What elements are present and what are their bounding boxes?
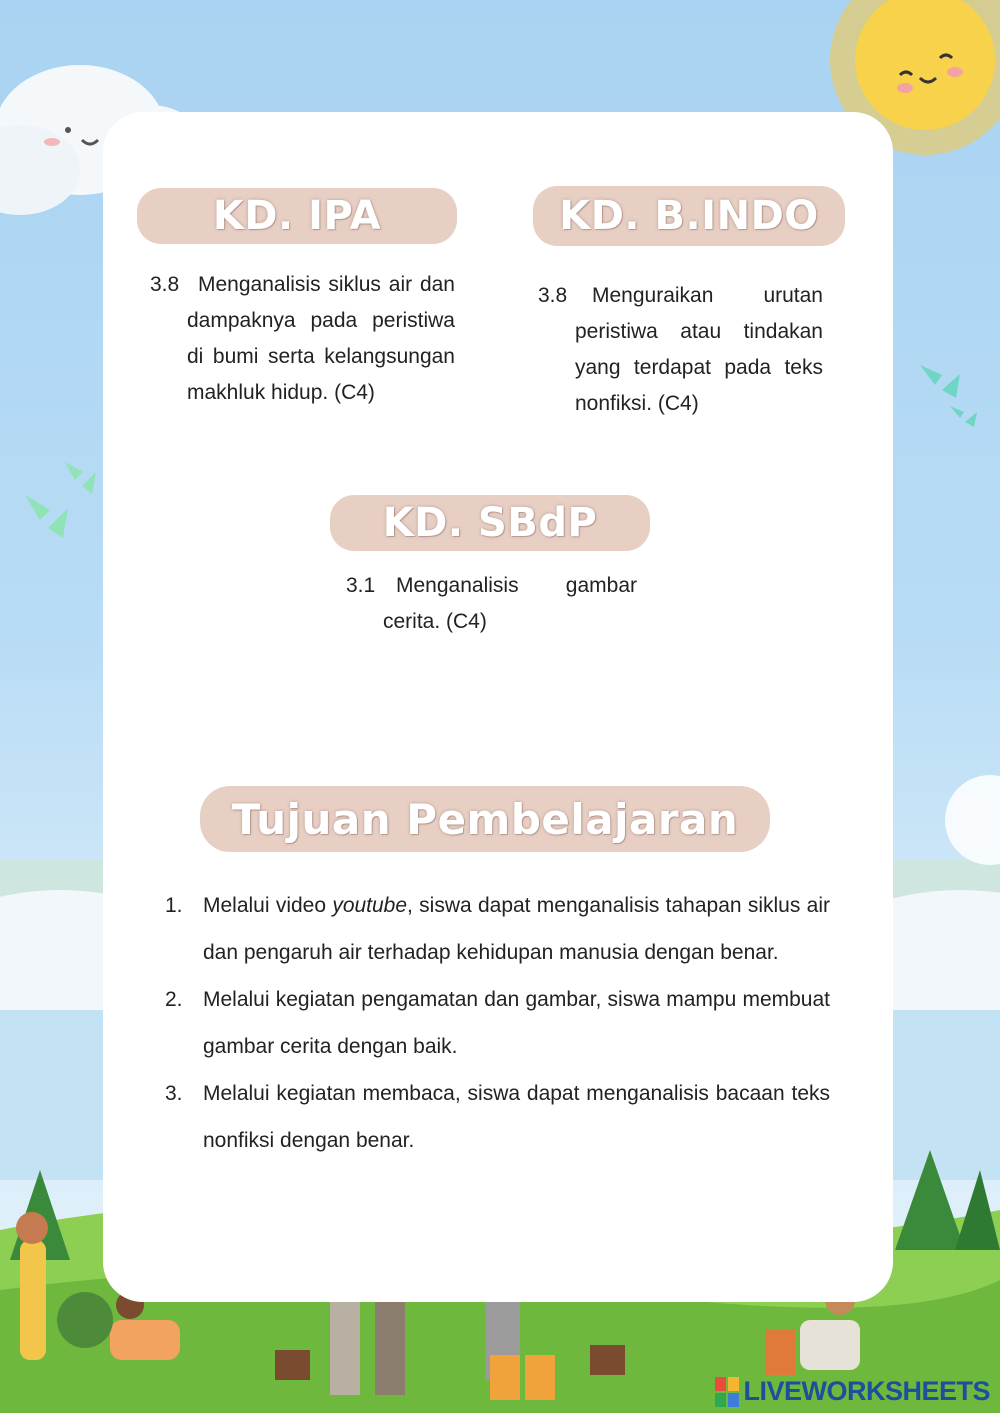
- goal-text: , siswa dapat menganalisis tahapan siklus air dan pengaruh air terhadap kehidupan manusia dengan benar.: [203, 894, 830, 964]
- kd-bindo-heading: [533, 186, 845, 246]
- goal-number: 2.: [165, 988, 183, 1011]
- goal-number: 3.: [165, 1082, 183, 1105]
- kd-sbdp-description: [346, 568, 637, 640]
- kd-ipa-heading: [137, 188, 457, 244]
- goal-text-emphasis: youtube: [332, 894, 408, 917]
- kd-bindo-text: Menguraikan urutan peristiwa atau tindakan yang terdapat pada teks nonfiksi. (C4): [575, 284, 823, 415]
- goal-item: [165, 882, 830, 976]
- liveworksheets-label: LIVEWORKSHEETS: [743, 1376, 990, 1406]
- kd-ipa-title: KD. IPA: [212, 193, 382, 239]
- goal-item: [165, 1070, 830, 1164]
- kd-ipa-description: [150, 267, 455, 411]
- tujuan-title: Tujuan Pembelajaran: [231, 794, 739, 844]
- kd-sbdp-text: Menganalisis gambar cerita. (C4): [383, 574, 637, 633]
- kd-bindo-number: 3.8: [538, 284, 568, 307]
- goal-list: [165, 882, 830, 1164]
- kd-ipa-number: 3.8: [150, 273, 180, 296]
- goal-item: [165, 976, 830, 1070]
- goal-text: Melalui kegiatan pengamatan dan gambar, siswa mampu membuat gambar cerita dengan baik.: [203, 988, 830, 1058]
- kd-sbdp-title: KD. SBdP: [382, 500, 598, 546]
- live-badge-icon: [715, 1377, 739, 1407]
- kd-bindo-description: [538, 278, 823, 422]
- kd-sbdp-number: 3.1: [346, 574, 376, 597]
- goal-text: Melalui kegiatan membaca, siswa dapat menganalisis bacaan teks nonfiksi dengan benar.: [203, 1082, 830, 1152]
- tujuan-heading: [200, 786, 770, 852]
- kd-bindo-title: KD. B.INDO: [559, 193, 819, 239]
- kd-sbdp-heading: [330, 495, 650, 551]
- goal-number: 1.: [165, 894, 183, 917]
- liveworksheets-logo: [715, 1376, 990, 1407]
- kd-ipa-text: Menganalisis siklus air dan dampaknya pada peristiwa di bumi serta kelangsungan makhluk hidup. (C4): [187, 273, 455, 404]
- goal-text: Melalui video: [203, 894, 333, 917]
